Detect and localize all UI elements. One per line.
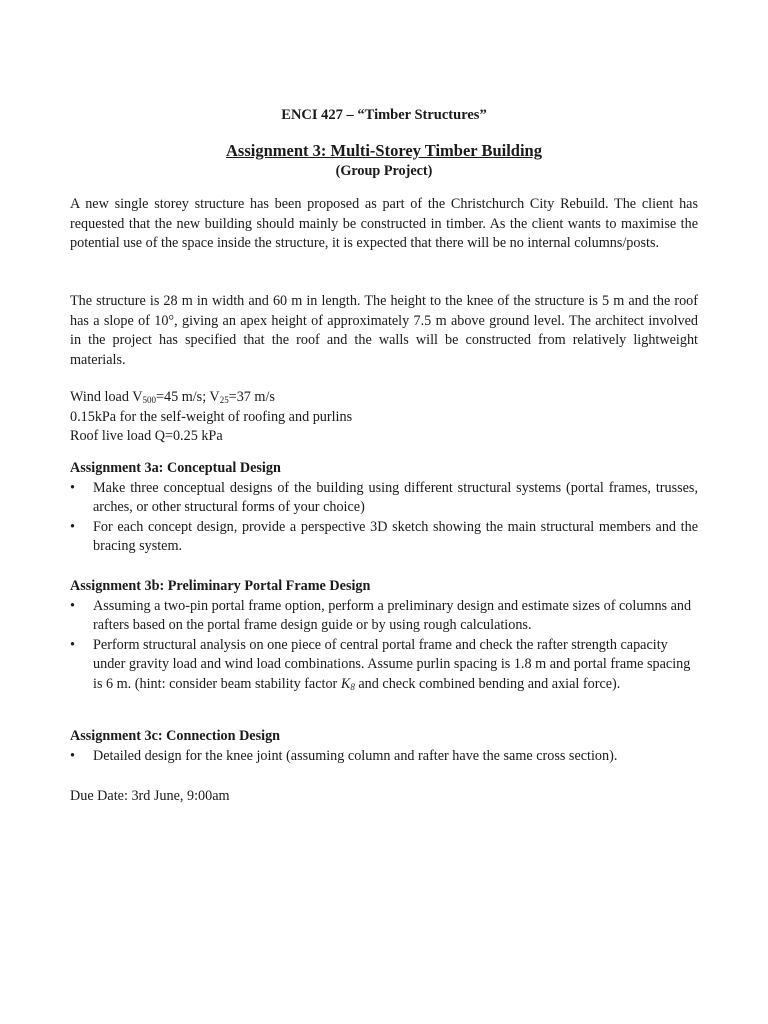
bullet-icon: • [70,636,75,653]
bullet-icon: • [70,479,75,496]
self-weight-line: 0.15kPa for the self-weight of roofing and purlins [70,408,353,425]
section-heading: Assignment 3a: Conceptual Design [70,460,281,476]
course-title: ENCI 427 – “Timber Structures” [281,107,487,123]
list-item: • For each concept design, provide a perspective 3D sketch showing the main structural members and the bracing system. [70,518,698,555]
bullet-list [70,747,698,767]
live-load-line: Roof live load Q=0.25 kPa [70,428,223,445]
section-heading: Assignment 3c: Connection Design [70,728,281,744]
bullet-icon: • [70,747,75,764]
loads-block [70,388,698,447]
section-3a [70,459,698,557]
bullet-icon: • [70,597,75,614]
intro-paragraph-2: The structure is 28 m in width and 60 m in length. The height to the knee of the structure is 5 m and the roof has a slope of 10°, giving an apex height of approximately 7.5 m above ground level. The architect involved in the project has specified that the roof and the walls will be constructed from relatively lightweight materials. [70,293,698,368]
section-3c [70,727,698,766]
assignment-title: Assignment 3: Multi-Storey Timber Building [226,141,542,160]
bullet-icon: • [70,518,75,535]
intro-paragraph-1: A new single storey structure has been proposed as part of the Christchurch City Rebuild. The client has requested that the new building should mainly be constructed in timber. As the client wants to maximise the potential use of the space inside the structure, it is expected that there will be no internal columns/posts. [70,196,698,252]
due-date: Due Date: 3rd June, 9:00am [70,788,230,804]
section-heading: Assignment 3b: Preliminary Portal Frame Design [70,578,371,594]
list-item: • Perform structural analysis on one piece of central portal frame and check the rafter strength capacity under gravity load and wind load combinations. Assume purlin spacing is 1.8 m and portal frame spacing is 6 m. (hint: consider beam stability factor $K_8$ and check combined bending and axial force). [70,636,691,692]
list-item: • Make three conceptual designs of the building using different structural systems (portal frames, trusses, arches, or other structural forms of your choice) [70,479,698,516]
stability-factor-symbol: K [340,675,351,692]
assignment-subtitle: (Group Project) [335,163,433,179]
section-3b [70,577,698,695]
list-item: • Detailed design for the knee joint (assuming column and rafter have the same cross section). [70,747,698,767]
bullet-list [70,597,698,695]
wind-load-line: Wind load $V_{500}=45$ m/s; $V_{25}=37$ m/s [70,389,275,405]
list-item: • Assuming a two-pin portal frame option, perform a preliminary design and estimate sizes of columns and rafters based on the portal frame design guide or by using rough calculations. [70,597,692,634]
bullet-list [70,479,698,557]
